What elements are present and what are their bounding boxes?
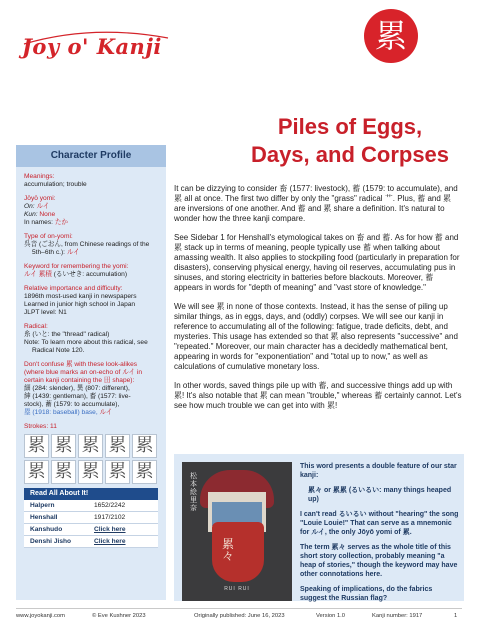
onyomi-type-reading: ルイ [66, 249, 80, 256]
logo-text: Joy o' Kanji [22, 34, 162, 59]
feature-text [300, 462, 460, 609]
lookalikes-section [24, 361, 158, 417]
keyword-word: 累積 [38, 271, 52, 278]
reference-row [24, 512, 158, 524]
keyword-reading: ルイ [24, 271, 37, 278]
footer-kanji-number: Kanji number: 1917 [372, 613, 423, 619]
importance-rank: 1896th most-used kanji in newspapers [24, 293, 137, 300]
reference-name: Kanshudo [30, 526, 63, 533]
radical-note: Note: To learn more about this radical, see [24, 339, 148, 346]
stroke-step-4: 累 [105, 434, 130, 458]
names-label: In names: [24, 219, 53, 226]
feature-mnemonic: I can't read るいるい without "hearing" the song "Louie Louie!" That can serve as a mnemonic for ルイ, the only Jōyō yomi of 累. [300, 511, 459, 536]
book-cover-kanji-2: 々 [222, 549, 235, 563]
keyword-label: Keyword for remembering the yomi: [24, 263, 129, 270]
stroke-step-10: 累 [132, 460, 157, 484]
book-cover-image [182, 462, 292, 601]
radical-label: Radical: [24, 323, 48, 330]
stroke-step-2: 累 [51, 434, 76, 458]
feature-intro: This word presents a double feature of our star kanji: [300, 463, 457, 479]
keyword-section [24, 263, 158, 279]
lookalike-line-2: 紳 (1439: gentleman), 畜 (1577: live- [24, 393, 131, 400]
feature-question: Speaking of implications, do the fabrics suggest the Russian flag? [300, 586, 433, 602]
onyomi-type-label: Type of on-yomi: [24, 233, 73, 240]
on-label: On: [24, 203, 35, 210]
references-heading: Read All About It! [24, 488, 158, 500]
book-cover-author-vertical: 松本絵里奈 [190, 472, 197, 512]
references-table [24, 488, 158, 548]
radical-note-link[interactable]: Radical Note 120. [32, 347, 85, 354]
joyo-yomi-label: Jōyō yomi: [24, 195, 56, 202]
stroke-step-6: 累 [24, 460, 49, 484]
character-profile-sidebar [16, 145, 166, 600]
essay-paragraph-1: It can be dizzying to consider 畜 (1577: livestock), 蓄 (1579: to accumulate), and 累 all at once. The first two differ by only the "grass" radical ⺾. Plus, 蓄 and 累 are inversions of one another. And 蓄 and 累 share a definition. It's natural to wonder how the three kanji compare. [174, 184, 458, 223]
on-value: ルイ [36, 203, 50, 210]
reference-row [24, 500, 158, 512]
keyword-gloss: (るいせき: accumulation) [53, 271, 128, 278]
kun-label: Kun: [24, 211, 38, 218]
lookalikes-label-1: Don't confuse 累 with these look-alikes [24, 361, 138, 368]
book-cover-kanji-1: 累 [222, 537, 235, 551]
stroke-step-8: 累 [78, 460, 103, 484]
footer-published: Originally published: June 16, 2023 [194, 613, 285, 619]
lookalike-line-3: stock), 蓄 (1579: to accumulate), [24, 401, 120, 408]
essay-paragraph-3: We will see 累 in none of those contexts. Instead, it has the sense of piling up similar things, as in eggs, days, and (oddly) corpses. We will see our kanji in reference to accumulating all of the following: fatigue, trade deficits, debt, and mysteries. This usage has extended so that 累 also represents "successive" and "repeated." Moreover, our main character has a decidedly mathematical bent, appearing in words for "exponentiation" and "total up to now," as well as calculations of cumulative monetary loss. [174, 302, 458, 371]
importance-section [24, 285, 158, 317]
reference-name: Denshi Jisho [30, 538, 72, 545]
meanings-value: accumulation; trouble [24, 181, 87, 188]
stroke-step-9: 累 [105, 460, 130, 484]
footer-site-link[interactable]: www.joyokanji.com [16, 613, 65, 619]
title-line-2: Days, and Corpses [250, 142, 450, 167]
meanings-label: Meanings: [24, 173, 55, 180]
title-line-1: Piles of Eggs, [277, 114, 423, 139]
book-cover-title [222, 538, 234, 562]
essay-paragraph-4: In other words, saved things pile up with 蓄, and successive things add up with 累! It's also notable that 累 can mean "trouble," whereas 蓄 certainly cannot. Let's see how much trouble we can get into with 累! [174, 381, 462, 410]
reference-row [24, 524, 158, 536]
page-title [250, 113, 450, 169]
strokes-label: Strokes: 11 [24, 423, 57, 430]
lookalikes-label-2: (where blue marks an on-echo of ルイ in [24, 369, 143, 376]
footer-version: Version 1.0 [316, 613, 346, 619]
reference-name: Halpern [30, 502, 55, 509]
lookalike-reading: ルイ [99, 409, 113, 416]
stroke-step-1: 累 [24, 434, 49, 458]
lookalike-line-1: 細 (284: slender), 異 (807: different), [24, 385, 130, 392]
onyomi-type-era: 5th–6th c.): [32, 249, 65, 256]
footer-divider [16, 608, 462, 609]
reference-row [24, 536, 158, 548]
feature-box [174, 454, 464, 601]
feature-word: 累々 or 累累 (るいるい: many things heaped up) [308, 487, 452, 503]
kun-value: None [39, 211, 56, 218]
book-cover-romaji: RUI RUI [224, 586, 250, 592]
onyomi-type-value: 呉音 (ごおん, from Chinese readings of the [24, 241, 150, 248]
reference-value: 1652/2242 [94, 502, 126, 509]
radical-section [24, 323, 158, 355]
radical-value: 糸 (いと: the "thread" radical) [24, 331, 110, 338]
meanings-section [24, 173, 158, 189]
joyokanji-logo [22, 28, 172, 78]
lookalike-line-4: 塁 (1918: baseball) base, [24, 409, 98, 416]
reference-name: Henshall [30, 514, 58, 521]
importance-school: Learned in junior high school in Japan [24, 301, 136, 308]
footer-copyright: © Eve Kushner 2023 [92, 613, 146, 619]
kanshudo-link[interactable]: Click here [94, 526, 126, 533]
sidebar-heading: Character Profile [16, 145, 166, 167]
essay-body [174, 184, 462, 420]
essay-paragraph-2: See Sidebar 1 for Henshall's etymological takes on 畜 and 蓄. As for how 蓄 and 累 stack up in terms of meaning, people typically use 蓄 when talking about amassing wealth. It also applies to stockpiling food (particularly in preparation for disasters), conserving physical energy, having oil reserves, accumulating pus in sinuses, and storing electricity in batteries before blackouts. Moreover, 蓄 appears in words for "depth of meaning" and "vast store of knowledge." [174, 233, 460, 292]
stroke-step-7: 累 [51, 460, 76, 484]
stroke-order-grid [24, 434, 158, 484]
names-value: たか [54, 219, 68, 226]
yomi-section [24, 195, 158, 227]
denshi-jisho-link[interactable]: Click here [94, 538, 126, 545]
importance-label: Relative importance and difficulty: [24, 285, 123, 292]
footer-page-number: 1 [454, 613, 458, 619]
stroke-step-3: 累 [78, 434, 103, 458]
reference-value: 1917/2102 [94, 514, 126, 521]
feature-title-note: The term 累々 serves as the whole title of this short story collection, probably meaning "a heap of stories," though the keyword may have other connotations here. [300, 544, 458, 578]
book-cover-red-dress [212, 522, 264, 582]
stroke-step-5: 累 [132, 434, 157, 458]
feature-kanji-circle: 累 [364, 9, 418, 63]
importance-jlpt: JLPT level: N1 [24, 309, 67, 316]
onyomi-type-section [24, 233, 158, 257]
lookalikes-label-3: certain kanji containing the 田 shape): [24, 377, 135, 384]
